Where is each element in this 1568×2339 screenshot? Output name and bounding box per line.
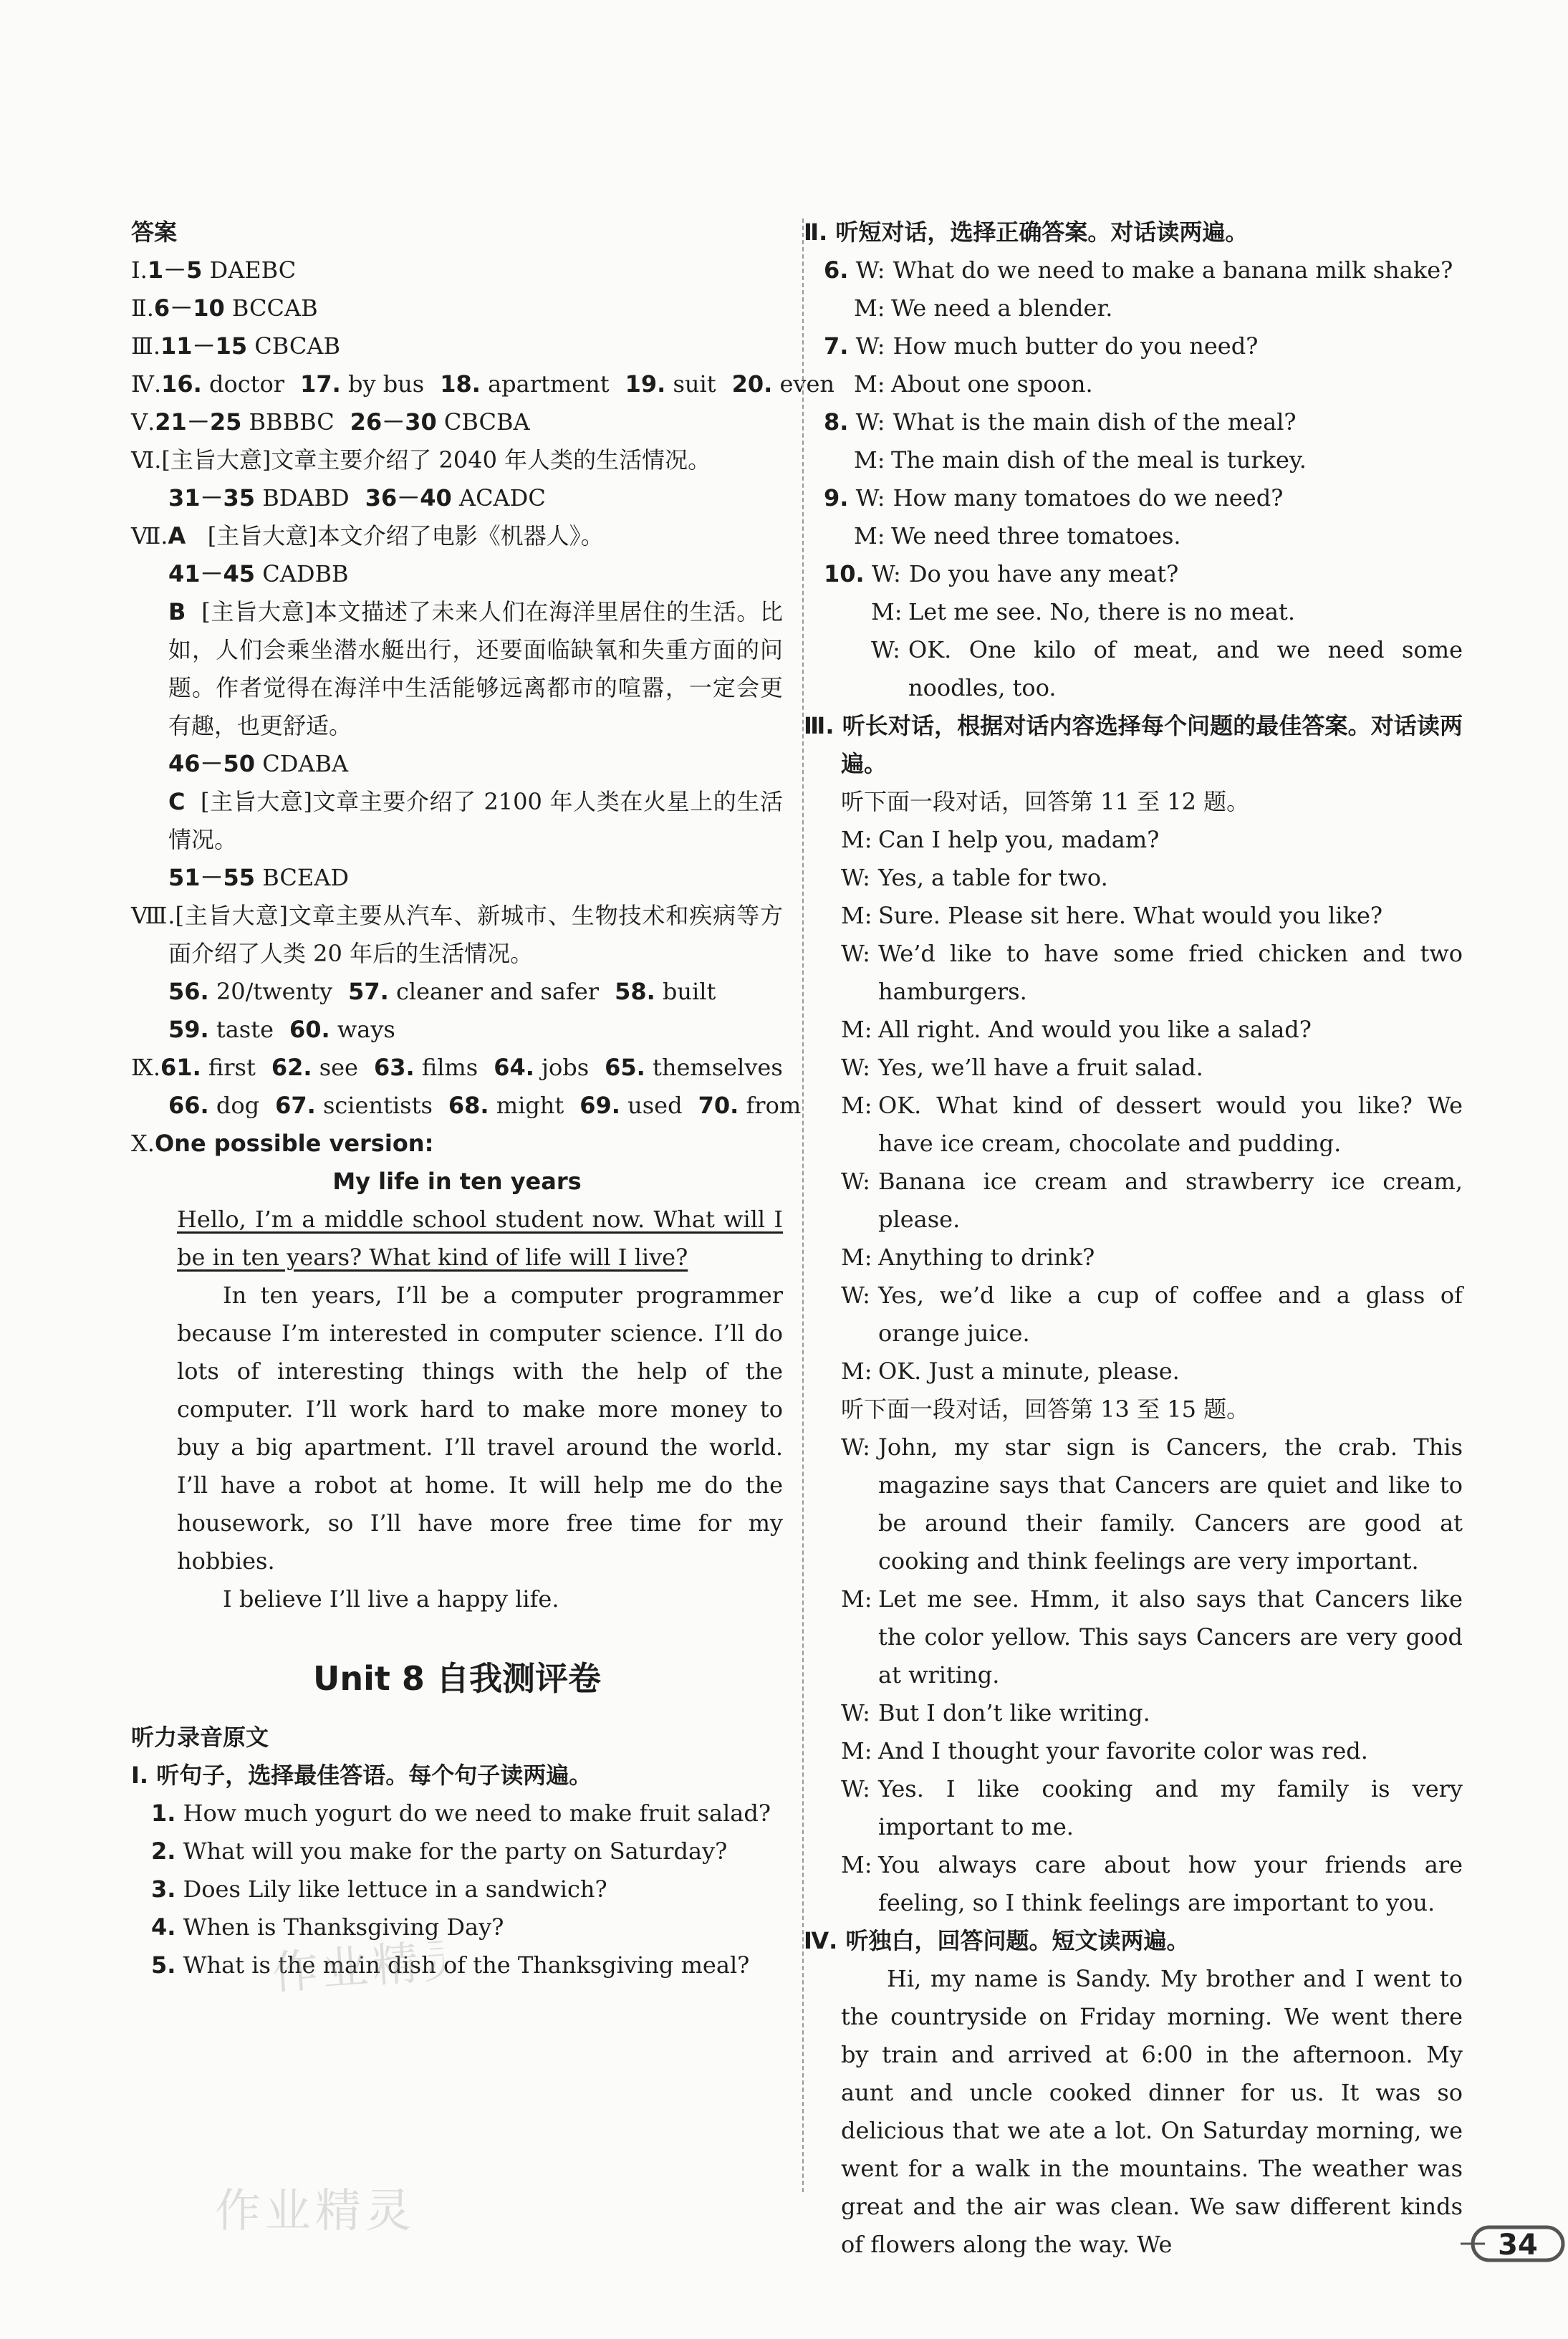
section-6-main-idea: Ⅵ.[主旨大意]文章主要介绍了 2040 年人类的生活情况。 bbox=[131, 446, 711, 474]
dialog-1-intro: 听下面一段对话，回答第 11 至 12 题。 bbox=[841, 788, 1250, 815]
speaker-label: W: bbox=[841, 940, 870, 967]
dialog-line bbox=[804, 821, 1463, 859]
speaker-label: W: bbox=[841, 1433, 870, 1461]
dialog-line bbox=[804, 1580, 1463, 1694]
essay-paragraph-1: Hello, I’m a middle school student now. What will I be in ten years? What kind of life will I live? bbox=[177, 1206, 783, 1271]
speaker-label: W: bbox=[841, 864, 870, 891]
answer-row-9b: 66. dog 67. scientists 68. might 69. used 70. from bbox=[168, 1092, 802, 1119]
dialog-text: You always care about how your friends are feeling, so I think feelings are important to you. bbox=[878, 1851, 1463, 1916]
essay-paragraph-2: In ten years, I’ll be a computer programmer because I’m interested in computer science. I’ll do lots of interesting things with the help of the computer. I’ll work hard to make more money to buy a big apartment. I’ll travel around the world. I’ll have a robot at home. It will help me do the housework, so I’ll have more free time for my hobbies. bbox=[177, 1282, 783, 1575]
speaker-label: M: bbox=[841, 1016, 872, 1043]
dialog-line bbox=[804, 1694, 1463, 1732]
part-1-item: 3. Does Lily like lettuce in a sandwich? bbox=[151, 1875, 607, 1903]
part-4-heading: Ⅳ. 听独白，回答问题。短文读两遍。 bbox=[804, 1927, 1190, 1954]
dialog-line bbox=[804, 1732, 1463, 1770]
dialog-line bbox=[804, 1770, 1463, 1846]
watermark-logo bbox=[270, 1929, 446, 2007]
answer-row-3: Ⅲ.11－15 CBCAB bbox=[131, 332, 340, 360]
dialog-line bbox=[804, 859, 1463, 897]
answers-heading: 答案 bbox=[131, 218, 178, 246]
unit-title: Unit 8 自我测评卷 bbox=[313, 1659, 601, 1698]
dialog-text: Banana ice cream and strawberry ice cream, please. bbox=[878, 1168, 1463, 1233]
dialog-text: And I thought your favorite color was red. bbox=[878, 1737, 1368, 1764]
answer-row-7c: 51－55 BCEAD bbox=[168, 864, 349, 891]
dialog-line: 10. W: Do you have any meat? bbox=[824, 560, 1179, 587]
part-1-item: 2. What will you make for the party on Saturday? bbox=[151, 1838, 728, 1865]
dialog-line: W: OK. One kilo of meat, and we need some noodles, too. bbox=[871, 636, 1463, 701]
dialog-text: But I don’t like writing. bbox=[878, 1699, 1150, 1726]
part-3-heading: Ⅲ. 听长对话，根据对话内容选择每个问题的最佳答案。对话读两遍。 bbox=[804, 712, 1463, 777]
svg-text:作业精灵: 作业精灵 bbox=[215, 2185, 415, 2238]
dialog-line: 9. W: How many tomatoes do we need? bbox=[824, 484, 1284, 511]
right-column bbox=[804, 213, 1463, 2264]
speaker-label: M: bbox=[841, 1244, 872, 1271]
speaker-label: M: bbox=[841, 1092, 872, 1119]
answer-row-5: Ⅴ.21－25 BBBBC 26－30 CBCBA bbox=[131, 408, 530, 436]
dialog-text: Yes, a table for two. bbox=[878, 864, 1108, 891]
watermark-logo bbox=[215, 2178, 415, 2244]
dialog-text: Anything to drink? bbox=[878, 1244, 1095, 1271]
dialog-text: OK. Just a minute, please. bbox=[878, 1358, 1180, 1385]
dialog-line: M: Let me see. No, there is no meat. bbox=[871, 598, 1295, 625]
part-1-item: 4. When is Thanksgiving Day? bbox=[151, 1913, 504, 1941]
answer-row-1: Ⅰ.1－5 DAEBC bbox=[131, 256, 297, 284]
answer-row-8a: 56. 20/twenty 57. cleaner and safer 58. built bbox=[168, 978, 716, 1005]
answer-row-4: Ⅳ.16. doctor 17. by bus 18. apartment 19. suit 20. even bbox=[131, 370, 835, 398]
dialog-line bbox=[804, 1163, 1463, 1239]
section-10-label: Ⅹ.One possible version: bbox=[131, 1130, 434, 1157]
dialog-line bbox=[804, 1353, 1463, 1391]
dialog-line bbox=[804, 1846, 1463, 1922]
section-8-main-idea: Ⅷ.[主旨大意]文章主要从汽车、新城市、生物技术和疾病等方面介绍了人类 20 年后的生活情况。 bbox=[131, 902, 783, 967]
speaker-label: W: bbox=[841, 1168, 870, 1195]
left-column bbox=[131, 213, 835, 1984]
dialog-line: M: About one spoon. bbox=[854, 370, 1093, 398]
dialog-line bbox=[804, 1087, 1463, 1163]
part-2-heading: Ⅱ. 听短对话，选择正确答案。对话读两遍。 bbox=[804, 218, 1249, 246]
speaker-label: W: bbox=[841, 1699, 870, 1726]
speaker-label: M: bbox=[841, 1585, 872, 1613]
section-7a-main-idea: Ⅶ.A [主旨大意]本文介绍了电影《机器人》。 bbox=[131, 522, 604, 549]
speaker-label: M: bbox=[841, 1358, 872, 1385]
dialog-2 bbox=[804, 1428, 1463, 1922]
dialog-text: We’d like to have some fried chicken and two hamburgers. bbox=[878, 940, 1463, 1005]
page-number: 34 bbox=[1498, 2229, 1538, 2262]
script-heading: 听力录音原文 bbox=[131, 1724, 269, 1751]
dialog-text: Let me see. Hmm, it also says that Cancers like the color yellow. This says Cancers are very good at writing. bbox=[878, 1585, 1463, 1689]
dialog-line bbox=[804, 1428, 1463, 1580]
page-number-badge bbox=[1461, 2222, 1568, 2266]
dialog-text: Sure. Please sit here. What would you like? bbox=[878, 902, 1383, 929]
dialog-line bbox=[804, 1277, 1463, 1353]
dialog-line: M: We need three tomatoes. bbox=[854, 522, 1181, 549]
dialog-text: All right. And would you like a salad? bbox=[878, 1016, 1312, 1043]
speaker-label: M: bbox=[841, 902, 872, 929]
dialog-line bbox=[804, 935, 1463, 1011]
dialog-line bbox=[804, 1239, 1463, 1277]
answer-row-9a: Ⅸ.61. first 62. see 63. films 64. jobs 65. themselves bbox=[131, 1054, 783, 1081]
dialog-text: Can I help you, madam? bbox=[878, 826, 1160, 853]
dialog-line: M: The main dish of the meal is turkey. bbox=[854, 446, 1307, 474]
answer-row-6: 31－35 BDABD 36－40 ACADC bbox=[168, 484, 546, 511]
answer-row-7b: 46－50 CDABA bbox=[168, 750, 349, 777]
speaker-label: M: bbox=[841, 1737, 872, 1764]
dialog-text: OK. What kind of dessert would you like? We have ice cream, chocolate and pudding. bbox=[878, 1092, 1463, 1157]
part-1-item: 5. What is the main dish of the Thanksgiving meal? bbox=[151, 1951, 750, 1979]
essay-title: My life in ten years bbox=[332, 1168, 582, 1195]
essay-paragraph-3: I believe I’ll live a happy life. bbox=[223, 1585, 559, 1613]
speaker-label: W: bbox=[841, 1054, 870, 1081]
speaker-label: M: bbox=[841, 1851, 872, 1878]
section-7c-main-idea: C [主旨大意]文章主要介绍了 2100 年人类在火星上的生活情况。 bbox=[168, 788, 783, 853]
part-1-heading: Ⅰ. 听句子，选择最佳答语。每个句子读两遍。 bbox=[131, 1762, 592, 1789]
dialog-line bbox=[804, 897, 1463, 935]
dialog-2-intro: 听下面一段对话，回答第 13 至 15 题。 bbox=[841, 1396, 1250, 1423]
speaker-label: W: bbox=[841, 1282, 870, 1309]
answer-row-7a: 41－45 CADBB bbox=[168, 560, 349, 587]
dialog-text: John, my star sign is Cancers, the crab. This magazine says that Cancers are quiet and like to be around their family. Cancers are good at cooking and think feelings are very important. bbox=[878, 1433, 1463, 1575]
dialog-line: 8. W: What is the main dish of the meal? bbox=[824, 408, 1297, 436]
part-1-item: 1. How much yogurt do we need to make fruit salad? bbox=[151, 1800, 771, 1827]
dialog-text: Yes. I like cooking and my family is very important to me. bbox=[878, 1775, 1463, 1840]
dialog-line: 6. W: What do we need to make a banana milk shake? bbox=[824, 256, 1453, 284]
dialog-line: 7. W: How much butter do you need? bbox=[824, 332, 1259, 360]
dialog-line bbox=[804, 1011, 1463, 1049]
answer-row-2: Ⅱ.6－10 BCCAB bbox=[131, 294, 318, 322]
dialog-text: Yes, we’d like a cup of coffee and a glass of orange juice. bbox=[878, 1282, 1463, 1347]
answer-row-8b: 59. taste 60. ways bbox=[168, 1016, 395, 1043]
speaker-label: W: bbox=[841, 1775, 870, 1802]
monologue-text: Hi, my name is Sandy. My brother and I went to the countryside on Friday morning. We went there by train and arrived at 6:00 in the afternoon. My aunt and uncle cooked dinner for us. It was so delicious that we ate a lot. On Saturday morning, we went for a walk in the mountains. The weather was great and the air was clean. We saw different kinds of flowers along the way. We bbox=[841, 1965, 1463, 2258]
dialog-line: M: We need a blender. bbox=[854, 294, 1113, 322]
dialog-text: Yes, we’ll have a fruit salad. bbox=[878, 1054, 1203, 1081]
dialog-line bbox=[804, 1049, 1463, 1087]
svg-text:作业精灵: 作业精灵 bbox=[270, 1933, 446, 2001]
dialog-1 bbox=[804, 821, 1463, 1391]
speaker-label: M: bbox=[841, 826, 872, 853]
section-7b-main-idea: B [主旨大意]本文描述了未来人们在海洋里居住的生活。比如，人们会乘坐潜水艇出行，还要面临缺氧和失重方面的问题。作者觉得在海洋中生活能够远离都市的喧嚣，一定会更有趣，也更舒适。 bbox=[168, 598, 783, 739]
